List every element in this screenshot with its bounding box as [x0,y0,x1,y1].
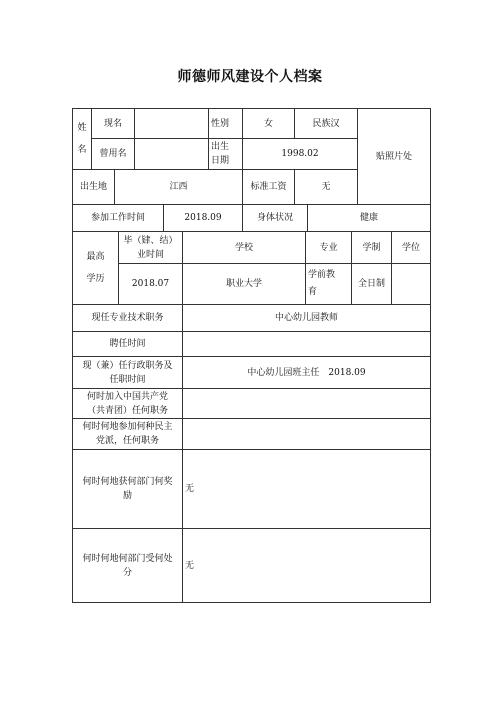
grad-time-label-line2: 业时间 [136,249,164,260]
democratic-party-label-cell [73,419,183,450]
former-name-value-cell[interactable] [135,139,209,170]
appointment-time-value-cell[interactable] [183,332,430,357]
photo-cell[interactable] [358,109,430,205]
democratic-party-label [82,420,172,448]
grad-time-value-cell[interactable] [119,264,183,305]
awards-value-cell[interactable] [183,450,430,529]
gender-label-cell [209,109,243,139]
birthplace-value-cell[interactable] [115,170,243,205]
party-value-cell[interactable] [183,389,430,419]
photo-placeholder-label: 贴照片处 [375,151,412,162]
birthplace-label: 出生地 [79,182,107,192]
salary-value: 无 [321,182,331,192]
birth-date-label-line2: 日期 [211,156,230,166]
system-value-cell[interactable] [352,264,392,305]
awards-label-line2: 励 [122,491,132,501]
admin-position-label-cell [73,357,183,389]
party-label-cell [73,389,183,419]
system-label-cell [352,232,392,264]
democratic-party-label-line2: 党派，任何职务 [95,436,159,446]
awards-label [82,475,172,503]
punishments-label-line1: 何时何地何部门受何处 [82,553,173,564]
current-name-label: 现名 [103,118,122,129]
school-value-cell[interactable] [183,264,306,305]
professional-title-label-cell [73,305,183,332]
appointment-time-label: 聘任时间 [109,339,146,349]
admin-position-value-cell[interactable] [183,357,430,389]
professional-title-value-cell[interactable] [183,305,430,332]
major-value [308,267,335,301]
punishments-value-cell[interactable] [183,529,430,602]
grad-time-value: 2018.07 [131,279,170,289]
birth-date-label [211,140,229,168]
system-label: 学制 [362,242,381,253]
work-start-value: 2018.09 [184,213,222,223]
professional-title-value: 中心幼儿园教师 [274,313,338,323]
democratic-party-label-line1: 何时何地参加何种民主 [82,422,173,432]
awards-label-cell [73,450,183,529]
grad-time-label [123,234,177,262]
punishments-label-line2: 分 [122,567,132,578]
current-name-value-cell[interactable] [135,109,209,139]
admin-position-label-line1: 现（兼）任行政职务及 [82,360,173,371]
major-value-cell[interactable] [306,264,352,305]
page-title: 师德师风建设个人档案 [177,69,323,85]
punishments-label [82,552,172,580]
former-name-label: 曾用名 [99,149,127,159]
major-value-line1: 学前教 [308,270,336,280]
current-name-label-cell [92,109,135,139]
former-name-label-cell [92,139,135,170]
gender-label: 性别 [211,118,230,129]
professional-title-label: 现任专业技术职务 [91,313,164,323]
party-label [87,390,168,418]
appointment-time-label-cell [73,332,183,357]
grad-time-label-cell [119,232,183,264]
birth-date-label-line1: 出生 [211,142,230,152]
party-label-line2: （共青团）任何职务 [86,405,168,416]
democratic-party-value-cell[interactable] [183,419,430,450]
education-label-line1: 最高 [86,252,105,262]
education-label-cell [73,232,119,305]
party-label-line1: 何时加入中国共产党 [86,391,168,402]
gender-value: 女 [263,118,273,129]
admin-position-label-line2: 任职时间 [109,374,146,385]
gender-value-cell[interactable] [243,109,295,139]
work-start-label: 参加工作时间 [90,213,145,223]
salary-value-cell[interactable] [295,170,358,205]
name-header-label: 姓名 [77,123,87,155]
work-start-value-cell[interactable] [164,205,243,232]
health-value: 健康 [359,213,378,223]
birth-date-value: 1998.02 [281,149,319,159]
punishments-value: 无 [185,560,195,571]
school-label-cell [183,232,306,264]
admin-position-label [82,359,172,387]
awards-value: 无 [185,484,195,494]
school-value: 职业大学 [225,279,262,289]
school-label: 学校 [234,242,253,253]
education-label [86,246,104,290]
name-header-cell [73,109,92,170]
birth-date-label-cell [209,139,243,170]
grad-time-label-line1: 毕（肄、结） [123,235,178,246]
health-label-cell [243,205,308,232]
awards-label-line1: 何时何地获何部门何奖 [82,477,173,487]
degree-value-cell[interactable] [392,264,430,305]
birthplace-label-cell [73,170,115,205]
education-label-line2: 学历 [86,274,105,284]
ethnicity-cell[interactable] [295,109,358,139]
degree-label-cell [392,232,430,264]
system-value: 全日制 [357,279,385,289]
major-label: 专业 [319,242,338,253]
major-value-line2: 育 [308,287,318,297]
admin-position-value: 中心幼儿园班主任 2018.09 [247,367,366,378]
health-label: 身体状况 [256,213,293,223]
degree-label: 学位 [401,242,420,253]
punishments-label-cell [73,529,183,602]
work-start-label-cell [73,205,164,232]
major-label-cell [306,232,352,264]
archive-form-table [72,108,431,603]
salary-label-cell [243,170,295,205]
birthplace-value: 江西 [169,182,188,192]
salary-label: 标准工资 [250,182,287,192]
birth-date-value-cell[interactable] [243,139,358,170]
ethnicity-value: 民族汉 [312,118,340,129]
health-value-cell[interactable] [308,205,430,232]
